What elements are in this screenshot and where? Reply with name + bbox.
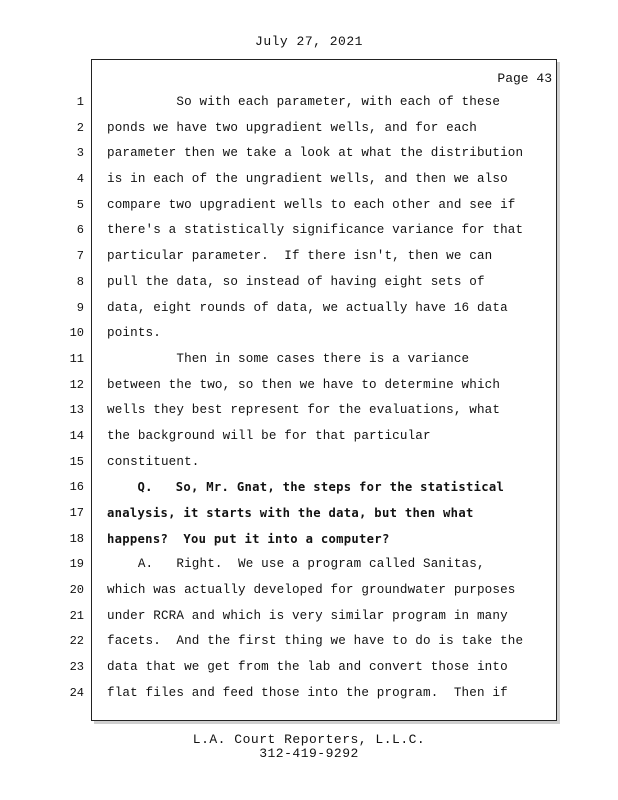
transcript-line	[0, 167, 618, 193]
transcript-line	[0, 321, 618, 347]
transcript-line	[0, 552, 618, 578]
line-text: particular parameter. If there isn't, then we can	[107, 249, 493, 264]
line-number: 24	[69, 685, 84, 700]
line-text: points.	[107, 326, 161, 341]
question-text: Q. So, Mr. Gnat, the steps for the statistical	[107, 480, 505, 495]
transcript-line	[0, 424, 618, 450]
transcript-line	[0, 501, 618, 527]
transcript-line	[0, 629, 618, 655]
transcript-line	[0, 296, 618, 322]
line-number: 20	[69, 583, 84, 598]
transcript-lines	[0, 90, 618, 707]
question-text: happens? You put it into a computer?	[107, 531, 390, 546]
line-text: between the two, so then we have to determine which	[107, 377, 501, 392]
line-text: A. Right. We use a program called Sanitas,	[107, 557, 485, 572]
question-text: analysis, it starts with the data, but then what	[107, 506, 474, 520]
transcript-line	[0, 347, 618, 373]
line-number: 8	[76, 274, 84, 289]
line-number: 3	[76, 146, 84, 161]
line-number: 12	[69, 377, 84, 392]
line-number: 15	[69, 454, 84, 469]
transcript-line	[0, 655, 618, 681]
line-number: 14	[69, 428, 84, 443]
line-number: 13	[69, 403, 84, 418]
line-number: 10	[69, 326, 84, 341]
transcript-line	[0, 90, 618, 116]
line-text: So with each parameter, with each of these	[107, 95, 501, 109]
line-text: the background will be for that particular	[107, 428, 431, 443]
line-number: 11	[69, 351, 84, 366]
transcript-line	[0, 398, 618, 424]
transcript-line	[0, 116, 618, 142]
line-text: data, eight rounds of data, we actually have 16 data	[107, 300, 508, 315]
line-number: 1	[76, 95, 84, 109]
line-number: 2	[76, 120, 84, 135]
line-text: under RCRA and which is very similar program in many	[107, 608, 508, 623]
transcript-line	[0, 193, 618, 219]
line-text: is in each of the ungradient wells, and then we also	[107, 172, 508, 187]
line-number: 5	[76, 197, 84, 212]
line-text: pull the data, so instead of having eight sets of	[107, 274, 485, 289]
transcript-line	[0, 373, 618, 399]
line-text: parameter then we take a look at what the distribution	[107, 146, 524, 161]
line-number: 17	[69, 506, 84, 520]
line-text: there's a statistically significance variance for that	[107, 223, 524, 238]
line-text: ponds we have two upgradient wells, and for each	[107, 120, 477, 135]
transcript-line	[0, 218, 618, 244]
transcript-line	[0, 681, 618, 707]
transcript-date: July 27, 2021	[255, 34, 363, 49]
line-number: 16	[69, 480, 84, 495]
transcript-line	[0, 475, 618, 501]
line-text: Then in some cases there is a variance	[107, 351, 470, 366]
footer	[0, 733, 618, 761]
court-reporter-phone: 312-419-9292	[259, 746, 359, 761]
line-text: facets. And the first thing we have to do is take the	[107, 634, 524, 649]
line-number: 4	[76, 172, 84, 187]
line-number: 22	[69, 634, 84, 649]
line-number: 18	[69, 531, 84, 546]
line-number: 23	[69, 660, 84, 675]
transcript-line	[0, 604, 618, 630]
line-text: data that we get from the lab and convert those into	[107, 660, 508, 675]
line-text: compare two upgradient wells to each other and see if	[107, 197, 516, 212]
line-text: flat files and feed those into the program. Then if	[107, 685, 508, 700]
page-number: Page 43	[497, 71, 552, 86]
transcript-line	[0, 527, 618, 553]
line-number: 21	[69, 608, 84, 623]
line-text: which was actually developed for groundwater purposes	[107, 583, 516, 598]
transcript-line	[0, 450, 618, 476]
court-reporter-name: L.A. Court Reporters, L.L.C.	[192, 732, 426, 747]
line-number: 19	[69, 557, 84, 572]
line-number: 9	[76, 300, 84, 315]
transcript-line	[0, 578, 618, 604]
transcript-line	[0, 141, 618, 167]
line-number: 6	[76, 223, 84, 238]
line-text: constituent.	[107, 454, 200, 469]
line-text: wells they best represent for the evaluations, what	[107, 403, 501, 418]
transcript-line	[0, 270, 618, 296]
line-number: 7	[76, 249, 84, 264]
transcript-line	[0, 244, 618, 270]
